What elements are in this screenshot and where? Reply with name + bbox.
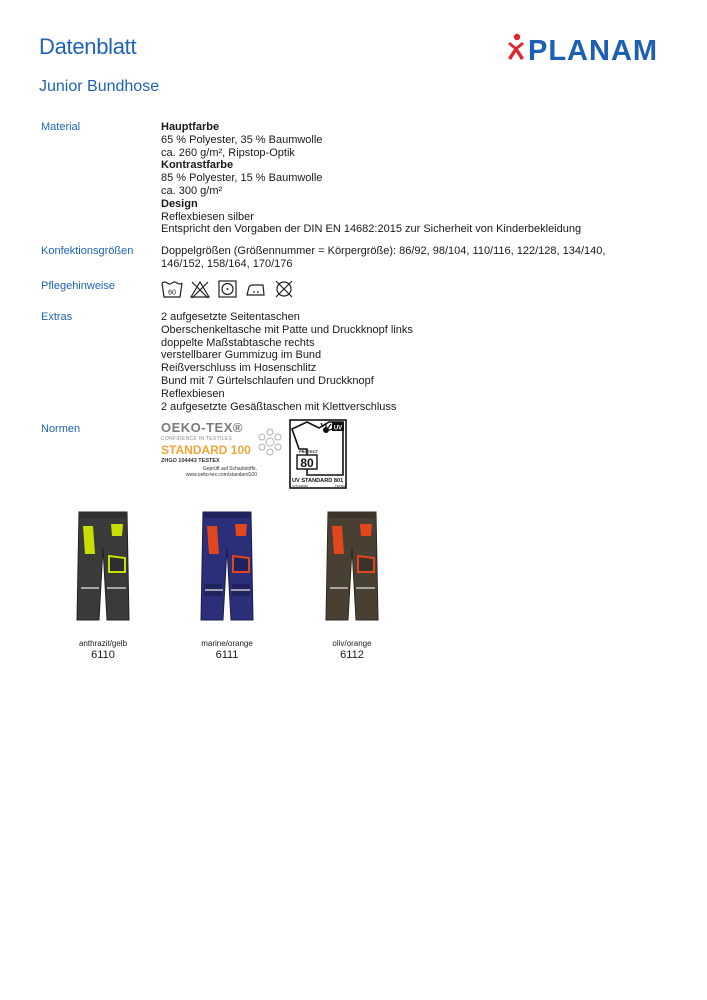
extras-item: 2 aufgesetzte Gesäßtaschen mit Klettverschluss (161, 400, 397, 413)
extras-block (161, 311, 661, 413)
planam-logo (508, 30, 670, 68)
iron-low-icon (245, 279, 267, 299)
product-number: 6110 (91, 649, 115, 661)
svg-text:60: 60 (168, 289, 176, 297)
material-contrast-line2: ca. 300 g/m² (161, 184, 223, 197)
material-main-heading: Hauptfarbe (161, 121, 220, 133)
care-icons (161, 279, 295, 299)
material-design-heading: Design (161, 197, 198, 210)
pants-image (197, 508, 257, 624)
label-extras: Extras (41, 311, 73, 323)
no-bleach-icon (189, 279, 211, 299)
oeko-flower-icon (258, 424, 282, 460)
material-main-line1: 65 % Polyester, 35 % Baumwolle (161, 133, 323, 146)
extras-item: Bund mit 7 Gürtelschlaufen und Druckknopf (161, 374, 374, 387)
extras-item: doppelte Maßstabtasche rechts (161, 336, 315, 349)
material-block (161, 121, 661, 236)
product-image-6112 (302, 508, 402, 629)
svg-text:PROTECT: PROTECT (299, 449, 319, 454)
oeko-note1: Geprüft auf Schadstoffe. (202, 466, 257, 472)
material-contrast-heading: Kontrastfarbe (161, 159, 234, 172)
no-dry-clean-icon (273, 279, 295, 299)
product-number: 6112 (340, 649, 364, 661)
pants-image (73, 508, 133, 624)
tumble-dry-icon (217, 279, 239, 299)
product-image-6110 (53, 508, 153, 629)
svg-text:UV STANDARD 801: UV STANDARD 801 (292, 478, 344, 484)
svg-text:UVS 000000: UVS 000000 (292, 484, 308, 488)
page-title: Datenblatt (39, 34, 137, 59)
svg-text:80: 80 (300, 456, 314, 470)
oeko-tagline: CONFIDENCE IN TEXTILES (161, 436, 232, 442)
oeko-standard: STANDARD 100 (161, 443, 251, 457)
material-design-line1: Reflexbiesen silber (161, 210, 254, 223)
product-color-label: oliv/orange (332, 639, 372, 648)
oeko-brand: OEKO-TEX® (161, 420, 243, 435)
svg-text:PLANAM: PLANAM (528, 35, 659, 67)
product-number: 6111 (215, 649, 239, 661)
label-material: Material (41, 121, 81, 133)
oeko-code: ZHGO 104443 TESTEX (161, 458, 220, 464)
product-color-label: anthrazit/gelb (78, 639, 128, 648)
svg-text:UV: UV (333, 425, 343, 432)
extras-item: 2 aufgesetzte Seitentaschen (161, 311, 300, 323)
oeko-note2: www.oeko-tex.com/standard100 (185, 472, 257, 478)
extras-item: Reißverschluss im Hosenschlitz (161, 362, 317, 375)
product-image-6111 (177, 508, 277, 629)
label-sizes: Konfektionsgrößen (41, 245, 134, 257)
logo-figure-icon (508, 34, 524, 60)
oeko-note (161, 466, 257, 478)
material-design-line2: Entspricht den Vorgaben der DIN EN 14682:2015 zur Sicherheit von Kinderbekleidung (161, 223, 582, 236)
material-main-line2: ca. 260 g/m², Ripstop-Optik (161, 146, 295, 159)
wash-60-icon (161, 279, 183, 299)
sizes-line2: 146/152, 158/164, 170/176 (161, 257, 293, 270)
extras-item: Reflexbiesen (161, 387, 225, 400)
sizes-line1: Doppelgrößen (Größennummer = Körpergröße): 86/92, 98/104, 110/116, 122/128, 134/140, (161, 245, 606, 257)
svg-text:TESTEX: TESTEX (335, 484, 346, 488)
label-care: Pflegehinweise (41, 280, 115, 292)
material-contrast-line1: 85 % Polyester, 15 % Baumwolle (161, 172, 323, 185)
extras-item: verstellbarer Gummizug im Bund (161, 349, 322, 362)
label-norms: Normen (41, 423, 81, 435)
pants-image (322, 508, 382, 624)
extras-item: Oberschenkeltasche mit Patte und Druckknopf links (161, 323, 413, 336)
uv-standard-801-label (289, 419, 347, 489)
product-color-label: marine/orange (201, 639, 253, 648)
page-subtitle: Junior Bundhose (39, 78, 160, 95)
sizes-block (161, 245, 661, 271)
oeko-tex-label (161, 420, 262, 490)
